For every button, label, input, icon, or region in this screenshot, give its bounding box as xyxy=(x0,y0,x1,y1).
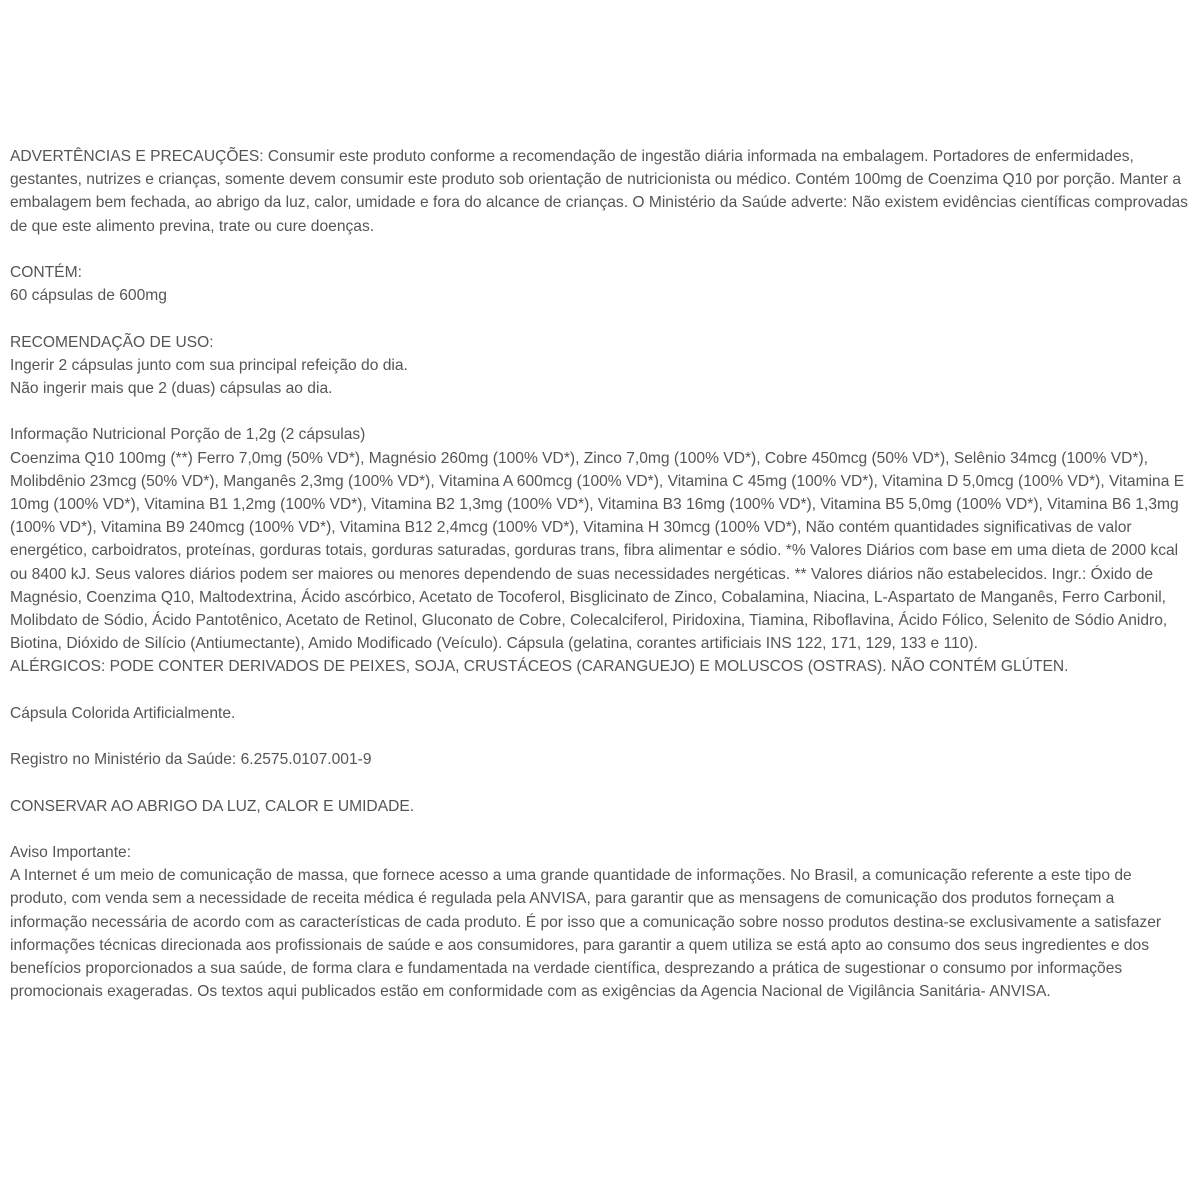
usage-line-2: Não ingerir mais que 2 (duas) cápsulas ao dia. xyxy=(10,380,333,397)
usage-heading: RECOMENDAÇÃO DE USO: xyxy=(10,333,214,351)
storage-section xyxy=(10,795,1192,818)
notice-heading: Aviso Importante: xyxy=(10,843,132,861)
contents-value: 60 cápsulas de 600mg xyxy=(10,287,167,305)
capsule-note: Cápsula Colorida Artificialmente. xyxy=(10,704,236,722)
notice-section xyxy=(10,841,1192,1003)
nutrition-heading: Informação Nutricional Porção de 1,2g (2 cápsulas) xyxy=(10,426,366,444)
allergens-text: ALÉRGICOS: PODE CONTER DERIVADOS DE PEIXES, SOJA, CRUSTÁCEOS (CARANGUEJO) E MOLUSCOS (OSTRAS). NÃO CONTÉM GLÚTEN. xyxy=(10,658,1069,676)
nutrition-section xyxy=(10,423,1192,678)
contents-heading: CONTÉM: xyxy=(10,264,82,281)
registration-section xyxy=(10,748,1192,771)
notice-text: A Internet é um meio de comunicação de massa, que fornece acesso a uma grande quantidade de informações. No Brasil, a comunicação referente a este tipo de produto, com venda sem a necessidade de receita médica é regulada pela ANVISA, para garantir que as mensagens de comunicação dos produtos forneçam a informação necessária de acordo com as características de cada produto. É por isso que a comunicação sobre nosso produtos destina-se exclusivamente a satisfazer informações técnicas direcionada aos profissionais de saúde e aos consumidores, para garantir a quem utiliza se está apto ao consumo dos seus ingredientes e dos benefícios proporcionados a sua saúde, de forma clara e fundamentada na verdade científica, desprezando a prática de sugestionar o consumo por informações promocionais exageradas. Os textos aqui publicados estão em conformidade com as exigências da Agencia Nacional de Vigilância Sanitária- ANVISA. xyxy=(10,867,1162,1001)
usage-line-1: Ingerir 2 cápsulas junto com sua principal refeição do dia. xyxy=(10,356,408,374)
storage-text: CONSERVAR AO ABRIGO DA LUZ, CALOR E UMIDADE. xyxy=(10,797,415,815)
usage-section xyxy=(10,331,1192,401)
product-description xyxy=(10,145,1192,1027)
contents-section xyxy=(10,261,1192,307)
nutrition-text: Coenzima Q10 100mg (**) Ferro 7,0mg (50% VD*), Magnésio 260mg (100% VD*), Zinco 7,0mg (100% VD*), Cobre 450mcg (50% VD*), Selênio 34mcg (100% VD*), Molibdênio 23mcg (50% VD*), Manganês 2,3mg (100% VD*), Vitamina A 600mcg (100% VD*), Vitamina C 45mg (100% VD*), Vitamina D 5,0mcg (100% VD*), Vitamina E 10mg (100% VD*), Vitamina B1 1,2mg (100% VD*), Vitamina B2 1,3mg (100% VD*), Vitamina B3 16mg (100% VD*), Vitamina B5 5,0mg (100% VD*), Vitamina B6 1,3mg (100% VD*), Vitamina B9 240mcg (100% VD*), Vitamina B12 2,4mcg (100% VD*), Vitamina H 30mcg (100% VD*), Não contém quantidades significativas de valor energético, carboidratos, proteínas, gorduras totais, gorduras saturadas, gorduras trans, fibra alimentar e sódio. *% Valores Diários com base em uma dieta de 2000 kcal ou 8400 kJ. Seus valores diários podem ser maiores ou menores dependendo de suas necessidades nergéticas. ** Valores diários não estabelecidos. Ingr.: Óxido de Magnésio, Coenzima Q10, Maltodextrina, Ácido ascórbico, Acetato de Tocoferol, Bisglicinato de Zinco, Cobalamina, Niacina, L-Aspartato de Manganês, Ferro Carbonil, Molibdato de Sódio, Ácido Pantotênico, Acetato de Retinol, Gluconato de Cobre, Colecalciferol, Piridoxina, Tiamina, Riboflavina, Ácido Fólico, Selenito de Sódio Anidro, Biotina, Dióxido de Silício (Antiumectante), Amido Modificado (Veículo). Cápsula (gelatina, corantes artificiais INS 122, 171, 129, 133 e 110). xyxy=(10,449,1185,653)
registration-text: Registro no Ministério da Saúde: 6.2575.0107.001-9 xyxy=(10,751,372,769)
warnings-section xyxy=(10,145,1192,238)
warnings-text: ADVERTÊNCIAS E PRECAUÇÕES: Consumir este produto conforme a recomendação de ingestão diária informada na embalagem. Portadores de enfermidades, gestantes, nutrizes e crianças, somente devem consumir este produto sob orientação de nutricionista ou médico. Contém 100mg de Coenzima Q10 por porção. Manter a embalagem bem fechada, ao abrigo da luz, calor, umidade e fora do alcance de crianças. O Ministério da Saúde adverte: Não existem evidências científicas comprovadas de que este alimento previna, trate ou cure doenças. xyxy=(10,148,1188,235)
capsule-note-section xyxy=(10,702,1192,725)
